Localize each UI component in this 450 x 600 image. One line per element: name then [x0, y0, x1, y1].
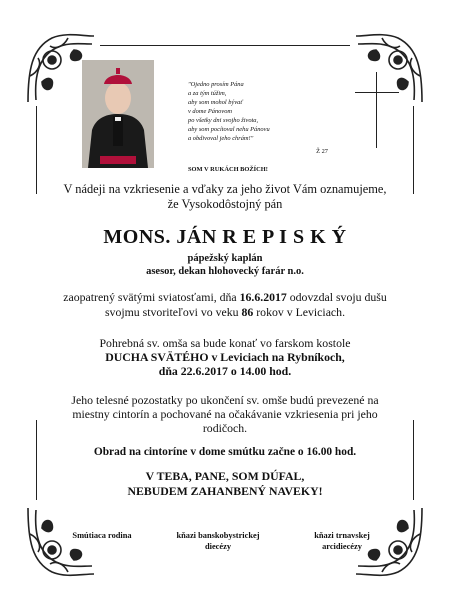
signature-line: diecézy — [204, 542, 232, 551]
mass-line: Pohrebná sv. omša sa bude konať vo farskom kostole — [99, 336, 351, 350]
border-line-left-lower — [36, 420, 37, 500]
death-text: zaopatrený svätými sviatosťami, dňa — [63, 290, 240, 304]
ceremony-text: Obrad na cintoríne v dome smútku začne o 16.00 hod. — [93, 446, 357, 458]
death-text: svojmu stvoriteľovi vo veku — [104, 305, 242, 319]
psalm-quote — [188, 80, 328, 174]
intro-text — [40, 182, 410, 212]
border-line-left — [36, 106, 37, 194]
signature-line: arcidiecézy — [322, 542, 362, 551]
deceased-name: MONS. JÁN R E P I S K Ý — [103, 226, 347, 248]
signature-family — [52, 530, 152, 541]
quote-line: a za tým túžim, — [188, 90, 227, 97]
signature-line: kňazi trnavskej — [314, 531, 370, 540]
burial-line: miestny cintorín a pochované na očakávanie vzkriesenia pri jeho — [72, 407, 378, 421]
quote-reference: Ž 27 — [316, 148, 328, 155]
titles — [40, 252, 410, 278]
quote-line: v dome Pánovom — [188, 108, 233, 115]
title-line: asesor, dekan hlohovecký farár n.o. — [146, 266, 304, 277]
death-text: rokov v Leviciach. — [253, 305, 346, 319]
mass-church: DUCHA SVÄTÉHO v Leviciach na Rybníkoch, — [105, 350, 345, 364]
quote-line: "Ojedno prosím Pána — [188, 81, 244, 88]
death-line-2 — [40, 305, 410, 320]
signature-line: Smútiaca rodina — [72, 531, 132, 540]
intro-line: že Vysokodôstojný pán — [167, 197, 283, 211]
burial-line: rodičoch. — [202, 421, 248, 435]
death-text: odovzdal svoju dušu — [286, 290, 387, 304]
quote-line: aby som pocítoval nehu Pánovu — [188, 126, 270, 133]
signature-line: kňazi banskobystrickej — [176, 531, 260, 540]
signature-trnava — [292, 530, 392, 552]
title-line: pápežský kaplán — [187, 253, 263, 264]
border-line-right-lower — [413, 420, 414, 500]
portrait-photo — [82, 60, 154, 168]
border-line-top — [100, 45, 350, 46]
death-age: 86 — [241, 305, 254, 319]
ornament-corner-bottom-left — [22, 502, 100, 580]
intro-line: V nádeji na vzkriesenie a vďaky za jeho život Vám oznamujeme, — [63, 182, 387, 196]
quote-line: aby som mohol bývať — [188, 99, 243, 106]
burial-text — [40, 393, 410, 435]
mass-date: dňa 22.6.2017 o 14.00 hod. — [158, 364, 292, 378]
death-notice — [40, 290, 410, 320]
death-date: 16.6.2017 — [239, 290, 287, 304]
cross-icon — [355, 72, 399, 148]
signature-banska-bystrica — [158, 530, 278, 552]
burial-line: Jeho telesné pozostatky po ukončení sv. omše budú prevezené na — [71, 393, 379, 407]
quote-line: po všetky dni svojho života, — [188, 117, 259, 124]
closing-verse — [40, 469, 410, 499]
border-line-right — [413, 106, 414, 194]
quote-subline: SOM V RUKÁCH BOŽÍCH! — [188, 166, 268, 173]
closing-line: V TEBA, PANE, SOM DÚFAL, — [145, 469, 305, 483]
funeral-mass — [40, 336, 410, 378]
death-line-1 — [40, 290, 410, 305]
quote-line: a obdivoval jeho chrám!" — [188, 135, 254, 142]
closing-line: NEBUDEM ZAHANBENÝ NAVEKY! — [127, 484, 323, 498]
